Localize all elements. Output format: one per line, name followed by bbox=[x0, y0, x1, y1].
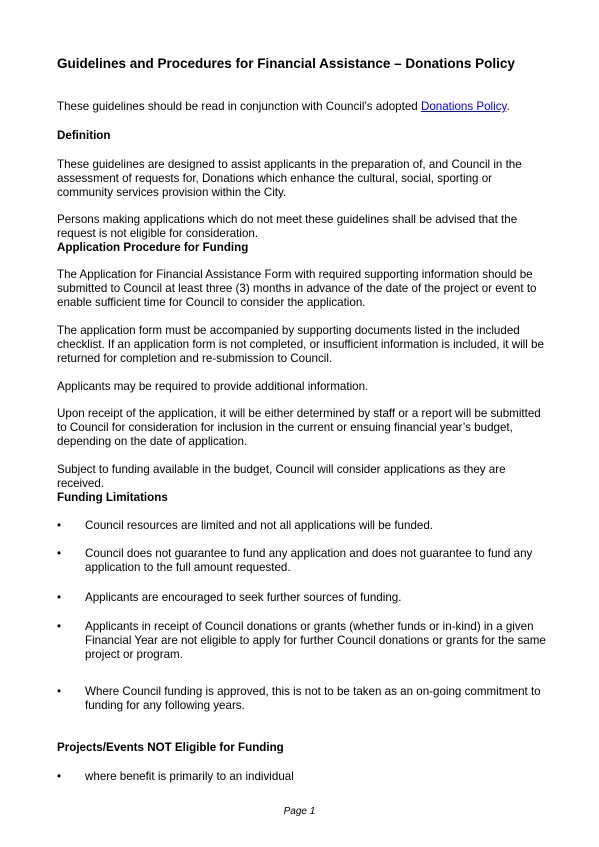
page-title: Guidelines and Procedures for Financial Assistance – Donations Policy bbox=[57, 56, 515, 71]
bullet-icon: • bbox=[57, 770, 62, 783]
page-number: Page 1 bbox=[283, 806, 316, 817]
bullet-icon: • bbox=[57, 591, 62, 604]
intro-end: . bbox=[506, 100, 510, 113]
procedure-paragraph-2: The application form must be accompanied by supporting documents listed in the included checklist. If an application form is not completed, or insufficient information is included, it will be returned for completion and re-submission to Council. bbox=[57, 324, 544, 366]
procedure-heading: Application Procedure for Funding bbox=[57, 241, 249, 254]
bullet-icon: • bbox=[57, 547, 62, 560]
definition-paragraph-2: Persons making applications which do not meet these guidelines shall be advised that the request is not eligible for consideration. bbox=[57, 213, 518, 241]
limitations-heading: Funding Limitations bbox=[57, 491, 168, 504]
intro-paragraph bbox=[57, 100, 547, 114]
bullet-icon: • bbox=[57, 620, 62, 633]
procedure-paragraph-1: The Application for Financial Assistance Form with required supporting information should be submitted to Council at least three (3) months in advance of the date of the project or event to enable sufficient time for Council to consider the application. bbox=[57, 268, 537, 310]
donations-policy-link[interactable]: Donations Policy bbox=[420, 100, 507, 113]
not-eligible-heading: Projects/Events NOT Eligible for Funding bbox=[57, 741, 284, 754]
procedure-paragraph-5: Subject to funding available in the budget, Council will consider applications as they are received. bbox=[57, 463, 506, 491]
procedure-paragraph-3: Applicants may be required to provide additional information. bbox=[57, 380, 369, 393]
procedure-paragraph-4: Upon receipt of the application, it will be either determined by staff or a report will be submitted to Council for consideration for inclusion in the current or ensuing financial year’s budget, depending on the date of application. bbox=[57, 407, 541, 449]
list-item-text: Council does not guarantee to fund any application and does not guarantee to fund any application to the full amount requested. bbox=[85, 547, 533, 575]
definition-heading: Definition bbox=[57, 129, 111, 142]
bullet-icon: • bbox=[57, 685, 62, 698]
bullet-icon: • bbox=[57, 519, 62, 532]
list-item-text: Applicants in receipt of Council donations or grants (whether funds or in-kind) in a given Financial Year are not eligible to apply for further Council donations or grants for the same project or program. bbox=[85, 620, 546, 662]
list-item-text: Council resources are limited and not all applications will be funded. bbox=[85, 519, 434, 532]
definition-paragraph-1: These guidelines are designed to assist applicants in the preparation of, and Council in the assessment of requests for, Donations which enhance the cultural, social, sporting or community services provision within the City. bbox=[57, 158, 522, 200]
list-item-text: where benefit is primarily to an individual bbox=[85, 770, 294, 783]
intro-text: These guidelines should be read in conjunction with Council’s adopted bbox=[57, 100, 421, 113]
list-item-text: Applicants are encouraged to seek further sources of funding. bbox=[85, 591, 402, 604]
list-item-text: Where Council funding is approved, this is not to be taken as an on-going commitment to funding for any following years. bbox=[85, 685, 541, 713]
